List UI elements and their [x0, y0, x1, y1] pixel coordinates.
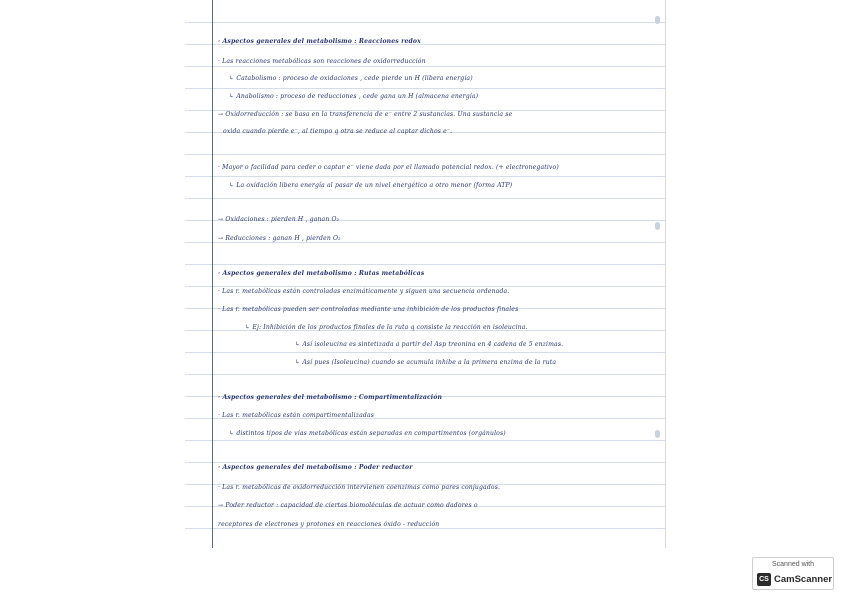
ruled-line [185, 374, 665, 375]
section-heading-compartimentalizacion: · Aspectos generales del metabolismo : Compartimentalización [218, 394, 443, 401]
note-line: ↳ Catabolismo : proceso de oxidaciones , cede pierde un H (libera energía) [229, 75, 473, 82]
camscanner-logo-icon: CS [757, 573, 771, 586]
ruled-line [185, 154, 665, 155]
note-line: oxida cuando pierde e⁻, al tiempo q otra se reduce al captar dichos e⁻. [223, 128, 453, 135]
note-line: → Oxidaciones : pierden H , ganan O₂ [218, 216, 340, 223]
note-line: ↳ La oxidación libera energía al pasar de un nivel energético a otro menor (forma ATP) [229, 182, 513, 189]
section-heading-rutas: · Aspectos generales del metabolismo : Rutas metabólicas [218, 270, 425, 277]
camscanner-name: CamScanner [774, 574, 833, 585]
note-line: → Reducciones : ganan H , pierden O₂ [218, 235, 341, 242]
ruled-line [185, 264, 665, 265]
ruled-line [185, 440, 665, 441]
section-heading-redox: · Aspectos generales del metabolismo : Reacciones redox [218, 38, 421, 45]
note-line: · Las r. metabólicas de oxidorreducción intervienen coenzimas como pares conjugados. [218, 484, 501, 491]
binder-hole [655, 16, 660, 24]
ruled-line [185, 352, 665, 353]
binder-hole [655, 430, 660, 438]
note-line: · Las r. metabólicas están compartimentalizadas [218, 412, 375, 419]
note-line: · Las r. metabólicas pueden ser controladas mediante una inhibición de los productos finales [218, 306, 519, 313]
binder-hole [655, 222, 660, 230]
note-line: · Las reacciones metabólicas son reacciones de oxidorreducción [218, 58, 426, 65]
note-line: receptores de electrones y protones en reacciones óxido - reducción [218, 521, 440, 528]
ruled-line [185, 198, 665, 199]
ruled-line [185, 528, 665, 529]
note-line: ↳ distintos tipos de vías metabólicas están separadas en compartimentos (orgánulos) [229, 430, 506, 437]
note-line: ↳ Así pues (Isoleucina) cuando se acumula inhibe a la primera enzima de la ruta [295, 359, 557, 366]
note-line: ↳ Anabolismo : proceso de reducciones , cede gana un H (almacena energía) [229, 93, 479, 100]
ruled-line [185, 242, 665, 243]
note-line: → Oxidorreducción : se basa en la transferencia de e⁻ entre 2 sustancias. Una sustancia se [218, 111, 513, 118]
ruled-line [185, 176, 665, 177]
camscanner-badge [752, 557, 834, 590]
ruled-line [185, 22, 665, 23]
margin-line [212, 0, 213, 548]
ruled-line [185, 88, 665, 89]
ruled-line [185, 462, 665, 463]
section-heading-poder-reductor: · Aspectos generales del metabolismo : Poder reductor [218, 464, 413, 471]
scanned-notebook-page [185, 0, 666, 548]
scanned-with-label: Scanned with [771, 561, 815, 568]
note-line: ↳ Ej: Inhibición de los productos finales de la ruta q consiste la reacción en isoleucina. [245, 324, 528, 331]
note-line: ↳ Así isoleucina es sintetizada a partir del Asp treonina en 4 cadena de 5 enzimas. [295, 341, 564, 348]
note-line: · Las r. metabólicas están controladas enzimáticamente y siguen una secuencia ordenada. [218, 288, 510, 295]
ruled-line [185, 286, 665, 287]
note-line: → Poder reductor : capacidad de ciertas biomoléculas de actuar como dadores o [218, 502, 478, 509]
ruled-line [185, 66, 665, 67]
note-line: · Mayor o facilidad para ceder o captar e⁻ viene dada por el llamado potencial redox. (+ electronegativo) [218, 164, 559, 171]
